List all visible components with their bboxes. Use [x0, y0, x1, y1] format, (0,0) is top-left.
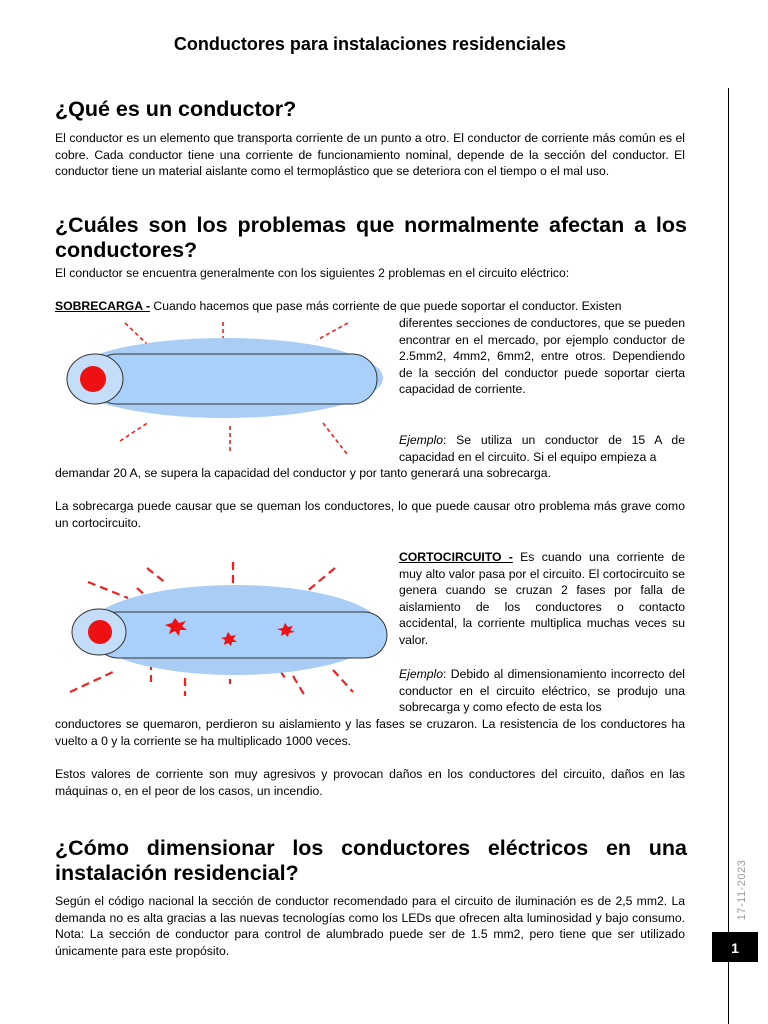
label-ejemplo-1: Ejemplo — [399, 433, 444, 447]
label-ejemplo-2: Ejemplo — [399, 667, 444, 681]
cortocircuito-conductor — [95, 612, 387, 658]
page-number: 1 — [712, 932, 758, 962]
paragraph-ejemplo-cortocircuito — [399, 666, 685, 716]
paragraph-cortocircuito — [399, 549, 685, 649]
cortocircuito-illustration — [55, 560, 395, 705]
document-date: 17-11-2023 — [736, 859, 748, 921]
document-title: Conductores para instalaciones residenciales — [173, 34, 567, 54]
label-sobrecarga: SOBRECARGA - — [55, 299, 151, 313]
cortocircuito-core — [88, 620, 112, 644]
paragraph-sobrecarga-consecuencia: La sobrecarga puede causar que se queman los conductores, lo que puede causar otro problema más grave como un cortocircuito. — [55, 499, 685, 530]
text-ejemplo-2: : Debido al dimensionamiento incorrecto del conductor en el circuito eléctrico, se produjo una sobrecarga y como efecto de esta los — [399, 667, 685, 715]
paragraph-problemas-intro: El conductor se encuentra generalmente con los siguientes 2 problemas en el circuito eléctrico: — [55, 266, 570, 280]
paragraph-sobrecarga-first-line — [55, 298, 685, 315]
heading-que-es-conductor: ¿Qué es un conductor? — [55, 97, 297, 121]
label-cortocircuito: CORTOCIRCUITO - — [399, 550, 513, 564]
heading-dimensionar-conductores: ¿Cómo dimensionar los conductores eléctricos en una instalación residencial? — [55, 836, 687, 885]
paragraph-cortocircuito-consecuencia: Estos valores de corriente son muy agresivos y provocan daños en los conductores del circuito, daños en las máquinas o, en el peor de los casos, un incendio. — [55, 767, 685, 798]
text-ejemplo-1: : Se utiliza un conductor de 15 A de capacidad en el circuito. Si el equipo empieza a — [399, 433, 685, 464]
date-sidebar — [730, 860, 754, 930]
paragraph-ejemplo-cortocircuito-continued: conductores se quemaron, perdieron su aislamiento y las fases se cruzaron. La resistencia de los conductores ha vuelto a 0 y la corriente se ha multiplicado 1000 veces. — [55, 717, 685, 748]
right-margin-line — [728, 88, 729, 1024]
sobrecarga-core — [80, 366, 106, 392]
heading-problemas-conductores: ¿Cuáles son los problemas que normalmente afectan a los conductores? — [55, 213, 687, 262]
paragraph-que-es-conductor: El conductor es un elemento que transporta corriente de un punto a otro. El conductor de corriente más común es el cobre. Cada conductor tiene una corriente de funcionamiento nominal, depende de la sección del conductor. El conductor tiene un material aislante como el termoplástico que se deteriora con el tiempo o el mal uso. — [55, 131, 685, 179]
paragraph-sobrecarga-continued: diferentes secciones de conductores, que se pueden encontrar en el mercado, por ejemplo conductor de 2.5mm2, 4mm2, 6mm2, entre otros. Dependiendo de la sección del conductor puede soportar cierta capacidad de corriente. — [399, 316, 685, 397]
sobrecarga-illustration — [55, 318, 395, 458]
paragraph-dimensionar: Según el código nacional la sección de conductor recomendado para el circuito de iluminación es de 2,5 mm2. La demanda no es alta gracias a las nuevas tecnologías como los LEDs que ofrecen alta luminosidad y bajo consumo. Nota: La sección de conductor para control de alumbrado puede ser de 1.5 mm2, pero tiene que ser utilizado únicamente para este propósito. — [55, 894, 685, 958]
paragraph-ejemplo-sobrecarga-continued: demandar 20 A, se supera la capacidad del conductor y por tanto generará una sobrecarga. — [55, 466, 551, 480]
paragraph-ejemplo-sobrecarga — [399, 432, 685, 465]
text-cortocircuito: Es cuando una corriente de muy alto valor pasa por el circuito. El cortocircuito se genera cuando se cruzan 2 fases por falla de aislamiento de los conductores o contacto accidental, la corriente multiplica muchas veces su valor. — [399, 550, 685, 647]
text-sobrecarga: Cuando hacemos que pase más corriente de que puede soportar el conductor. Existen — [150, 299, 622, 313]
sobrecarga-conductor — [92, 354, 377, 404]
